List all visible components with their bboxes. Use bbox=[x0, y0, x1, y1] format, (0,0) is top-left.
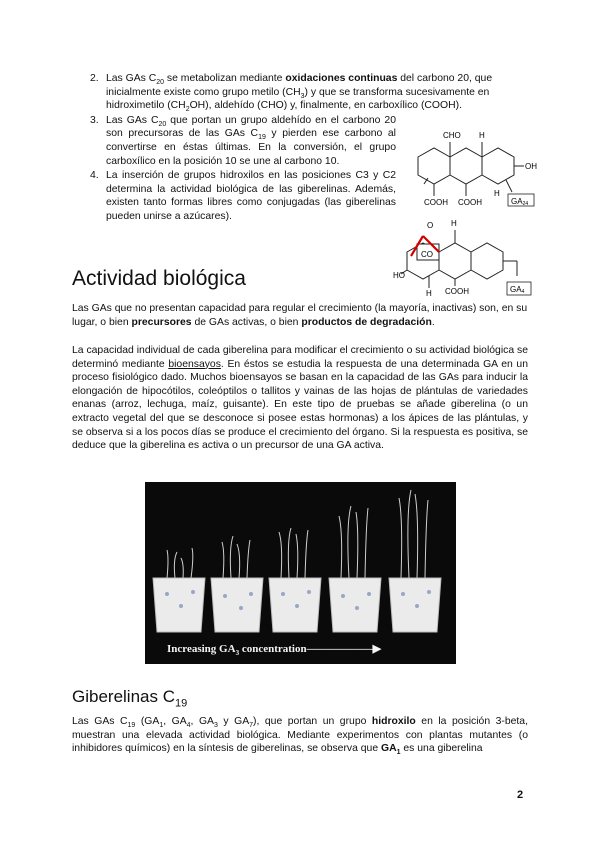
item-number: 2. bbox=[90, 73, 99, 84]
page-number: 2 bbox=[517, 789, 524, 801]
h-label: H bbox=[494, 189, 500, 198]
ho-label: HO bbox=[393, 271, 405, 280]
paragraph-inactive-gas: Las GAs que no presentan capacidad para regular el crecimiento (la mayoría, inactivas) son, en su lugar, o bien precursores de GAs activas, o bien productos de degradación. bbox=[72, 303, 528, 328]
cooh-label: COOH bbox=[445, 287, 469, 296]
paragraph-bioassays: La capacidad individual de cada giberelina para modificar el crecimiento o su actividad biológica se determinó mediante bioensayos. En éstos se estudia la respuesta de una determinada GA en un proceso fisiológico dado. Muchos bioensayos se basan en la capacidad de las GAs para inducir la elongación de hipocótilos, coleóptilos o tallitos y vainas de las hojas de plántulas de variedades enanas (arroz, lechuga, maíz, guisante). En este tipo de pruebas se añade giberelina (o un extracto vegetal del que se desconoce si posee estas hormonas) a los ápices de las plántulas, y se observa si a los pocos días se produce el crecimiento del órgano. Si la respuesta es positiva, se deduce que la giberelina es activa o un precursor de una GA activa. bbox=[72, 345, 528, 452]
list-item: 3. Las GAs $C_{20}$ que portan un grupo aldehído en el carbono 20 son precursoras de las GAs $C_{19}$ y pierden ese carbono al convertirse en éstas últimas. En la conversión, el grupo carboxílico en la posición 10 se une al carbono 10. bbox=[90, 114, 396, 167]
seedlings-illustration bbox=[145, 482, 456, 664]
seedlings-photo bbox=[145, 482, 456, 664]
oh-label: OH bbox=[525, 162, 537, 171]
h-label: H bbox=[426, 289, 432, 298]
bioensayos-term: bioensayos bbox=[168, 358, 221, 370]
h-label: H bbox=[451, 219, 457, 228]
section-title-actividad-biologica: Actividad biológica bbox=[72, 267, 246, 290]
cho-label: CHO bbox=[443, 131, 461, 140]
ga24-label: GA24 bbox=[511, 197, 529, 207]
cooh-label: COOH bbox=[458, 198, 482, 207]
list-item: 2. Las GAs $C_{20}$ se metabolizan mediante oxidaciones continuas del carbono 20, que inicialmente existe como grupo metilo $(CH_3)$ y que se transforma sucesivamente en hidroximetilo $(CH_2OH)$, aldehído (CHO) y, finalmente, en carboxílico (COOH). bbox=[90, 73, 493, 114]
h-label: H bbox=[479, 131, 485, 140]
item-number: 4. bbox=[90, 170, 99, 182]
ga4-label: GA4 bbox=[510, 285, 525, 295]
section-title-giberelinas-c19: Giberelinas $C_{19}$ bbox=[72, 687, 188, 710]
photo-caption: Increasing $GA_3$ concentration——————▶ bbox=[167, 643, 382, 658]
list-item: 4. La inserción de grupos hidroxilos en las posiciones C3 y C2 determina la actividad biológica de las giberelinas. Además, existen tanto formas libres como conjugadas (las giberelinas pueden unirse a azúcares). bbox=[90, 170, 396, 222]
ga4-structure-diagram bbox=[393, 216, 538, 298]
paragraph-c19-gas: Las GAs $C_{19}$ ($GA_1$, $GA_4$, $GA_3$ y $GA_7$), que portan un grupo hidroxilo en la posición 3-beta, muestran una elevada actividad biológica. Mediante experimentos con plantas mutantes (o inhibidores químicos) en la síntesis de giberelinas, se observa que $GA_1$ es una giberelina bbox=[72, 716, 528, 757]
ga24-structure-diagram bbox=[402, 124, 540, 208]
item-number: 3. bbox=[90, 114, 99, 126]
co-label: CO bbox=[421, 250, 433, 259]
o-label: O bbox=[427, 221, 434, 230]
arrow-icon: ——————▶ bbox=[306, 643, 382, 655]
cooh-label: COOH bbox=[424, 198, 448, 207]
